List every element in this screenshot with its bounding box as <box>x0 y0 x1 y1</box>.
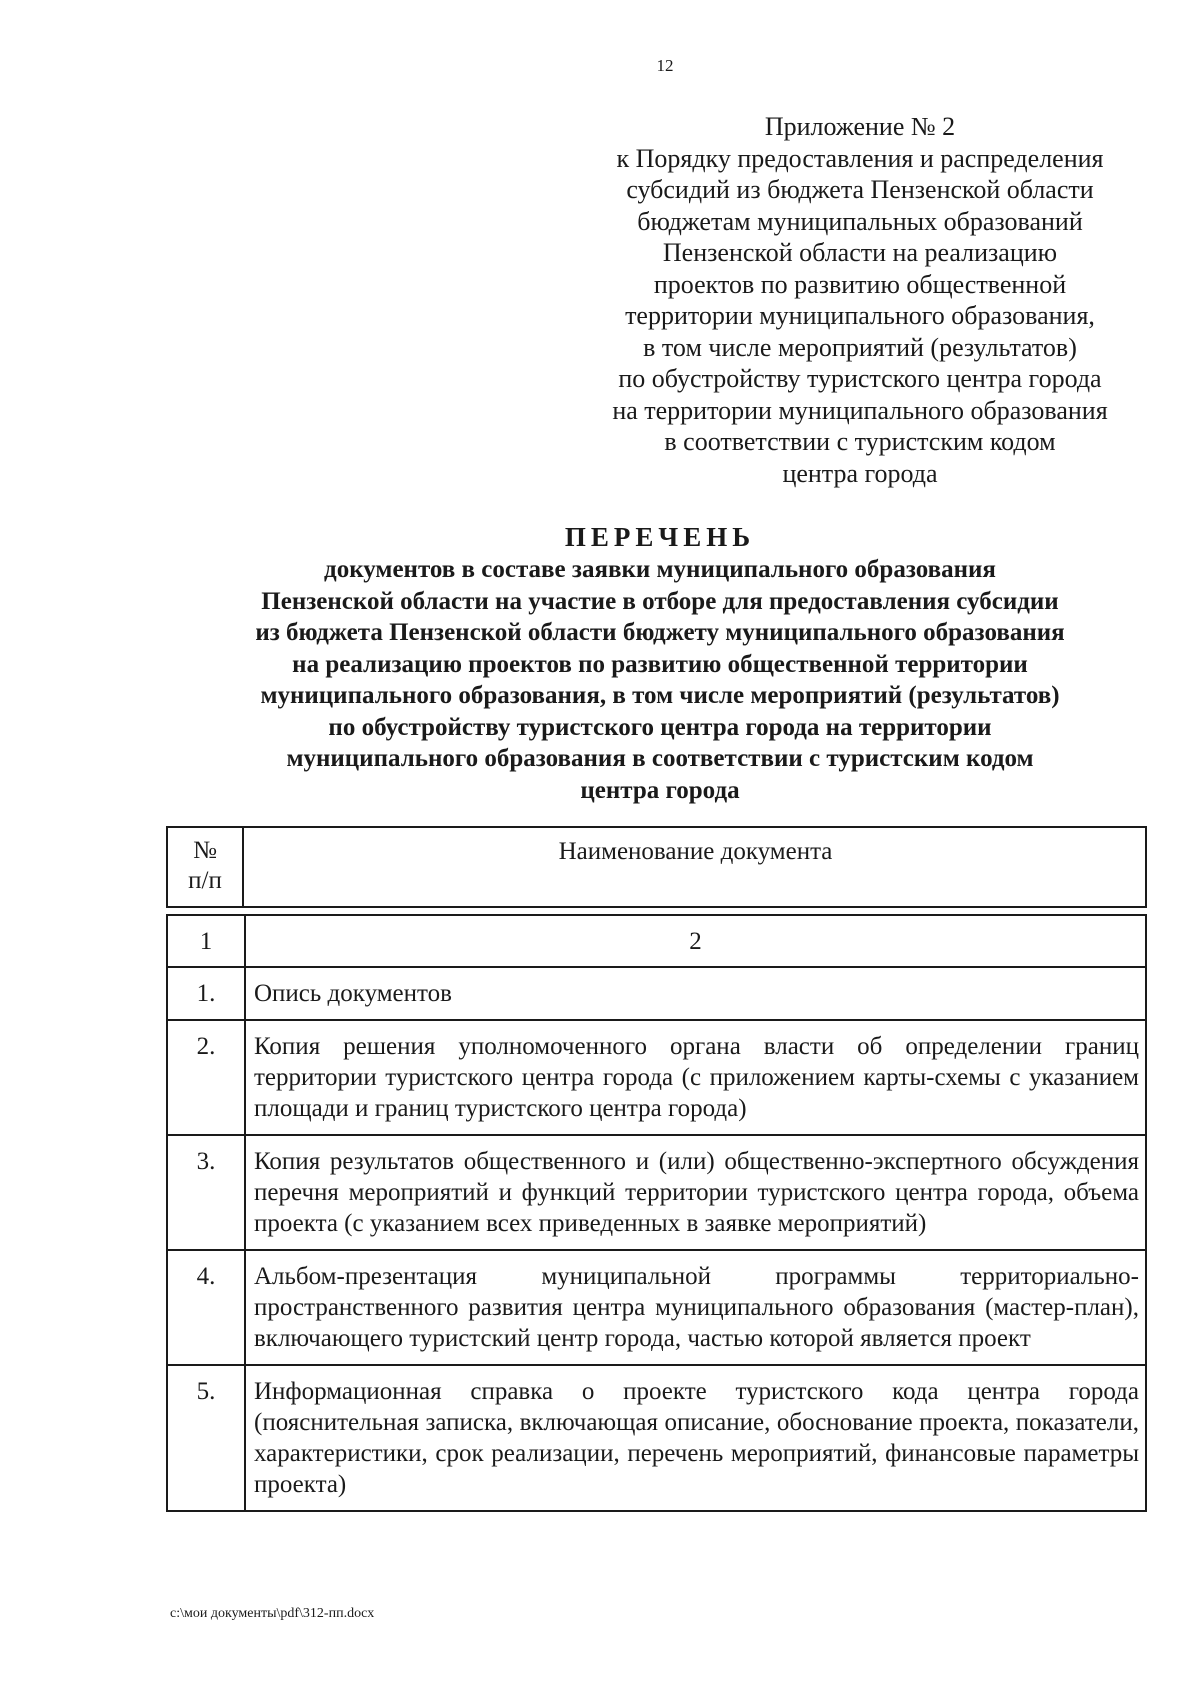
appendix-line: центра города <box>782 458 938 488</box>
column-number-1: 1 <box>167 915 245 967</box>
row-text: Опись документов <box>245 967 1146 1020</box>
row-number: 4. <box>167 1250 245 1365</box>
row-text: Альбом-презентация муниципальной программы территориально-пространственного развития центра муниципального образования (мастер-план), включающего туристский центр города, частью которой является проект <box>245 1250 1146 1365</box>
column-number-2: 2 <box>245 915 1146 967</box>
document-title <box>160 520 1160 806</box>
row-text: Копия результатов общественного и (или) общественно-экспертного обсуждения перечня мероприятий и функций территории туристского центра города, объема проекта (с указанием всех приведенных в заявке мероприятий) <box>245 1135 1146 1250</box>
appendix-line: субсидий из бюджета Пензенской области <box>626 175 1094 204</box>
table-row <box>167 1365 1146 1511</box>
appendix-line: проектов по развитию общественной <box>653 269 1067 299</box>
table-row <box>167 1135 1146 1250</box>
appendix-line: бюджетам муниципальных образований <box>637 206 1083 236</box>
appendix-line: к Порядку предоставления и распределения <box>616 143 1104 173</box>
table-row <box>167 967 1146 1020</box>
appendix-line: в том числе мероприятий (результатов) <box>643 332 1077 362</box>
title-line: документов в составе заявки муниципального образования <box>324 556 996 583</box>
table-row <box>167 1020 1146 1135</box>
row-number: 1. <box>167 967 245 1020</box>
header-number-abbr: п/п <box>188 867 222 894</box>
title-line: на реализацию проектов по развитию общественной территории <box>292 650 1028 678</box>
row-number: 5. <box>167 1365 245 1511</box>
row-number: 2. <box>167 1020 245 1135</box>
title-line: по обустройству туристского центра города на территории <box>328 713 992 741</box>
appendix-line: Пензенской области на реализацию <box>662 238 1058 267</box>
column-numbers-row <box>167 915 1146 967</box>
table-header <box>166 826 1147 908</box>
appendix-line: на территории муниципального образования <box>612 395 1108 425</box>
row-text: Информационная справка о проекте туристского кода центра города (пояснительная записка, включающая описание, обоснование проекта, показатели, характеристики, срок реализации, перечень мероприятий, финансовые параметры проекта) <box>245 1365 1146 1511</box>
header-number-cell <box>168 828 244 906</box>
row-text: Копия решения уполномоченного органа власти об определении границ территории туристского центра города (с приложением карты-схемы с указанием площади и границ туристского центра города) <box>245 1020 1146 1135</box>
file-path-footer: c:\мои документы\pdf\312-пп.docx <box>170 1606 375 1621</box>
title-line: из бюджета Пензенской области бюджету муниципального образования <box>255 619 1065 646</box>
header-number-symbol: № <box>193 837 217 864</box>
title-line: муниципального образования, в том числе мероприятий (результатов) <box>260 682 1060 709</box>
table-row <box>167 1250 1146 1365</box>
title-main: ПЕРЕЧЕНЬ <box>564 522 756 552</box>
documents-table <box>166 914 1147 1512</box>
header-name-cell: Наименование документа <box>558 838 833 865</box>
title-line: Пензенской области на участие в отборе для предоставления субсидии <box>261 587 1059 615</box>
page-number: 12 <box>656 56 674 75</box>
appendix-line: Приложение № 2 <box>764 112 956 141</box>
appendix-line: территории муниципального образования, <box>625 301 1095 330</box>
appendix-line: по обустройству туристского центра города <box>618 364 1102 393</box>
appendix-block <box>580 111 1140 489</box>
row-number: 3. <box>167 1135 245 1250</box>
title-line: муниципального образования в соответствии с туристским кодом <box>286 745 1034 772</box>
appendix-line: в соответствии с туристским кодом <box>664 427 1056 456</box>
title-line: центра города <box>580 776 740 804</box>
